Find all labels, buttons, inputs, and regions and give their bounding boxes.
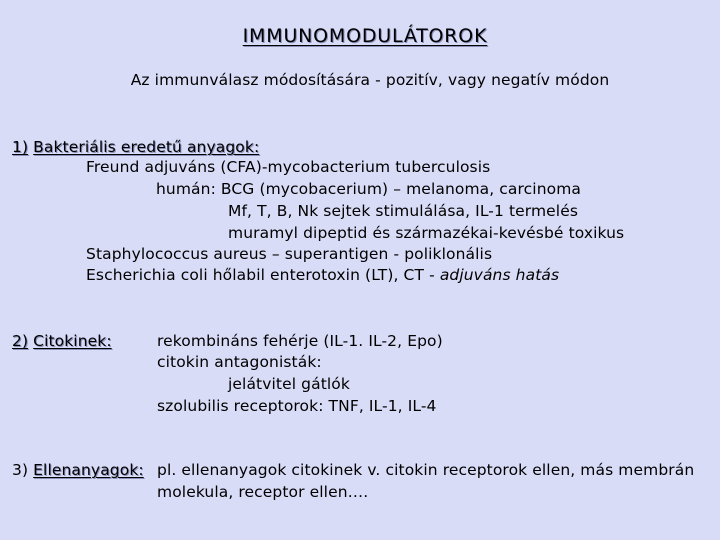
section-2-line-4: szolubilis receptorok: TNF, IL-1, IL-4: [157, 397, 437, 415]
slide-title: IMMUNOMODULÁTOROK: [242, 25, 488, 47]
section-3-title: Ellenanyagok:: [33, 461, 144, 479]
section-1-number: 1): [12, 138, 29, 156]
section-1-line-4: muramyl dipeptid és származékai-kevésbé toxikus: [228, 224, 625, 242]
section-3-number: 3): [12, 461, 29, 479]
section-2-title: Citokinek:: [33, 332, 112, 350]
section-2-heading: [12, 331, 112, 351]
section-1-line-2: humán: BCG (mycobacerium) – melanoma, carcinoma: [156, 180, 581, 198]
section-2-number: 2): [12, 332, 29, 350]
section-3-heading: [12, 460, 144, 480]
section-1-line-3: Mf, T, B, Nk sejtek stimulálása, IL-1 termelés: [228, 202, 579, 220]
section-1-title: Bakteriális eredetű anyagok:: [33, 138, 260, 156]
section-1-line-6-italic: adjuváns hatás: [439, 266, 560, 284]
section-2-line-3: jelátvitel gátlók: [228, 375, 350, 393]
section-3-line-1: pl. ellenanyagok citokinek v. citokin receptorok ellen, más membrán: [157, 461, 695, 479]
section-1-line-6: [86, 265, 559, 285]
section-1-line-1: Freund adjuváns (CFA)-mycobacterium tuberculosis: [86, 158, 491, 176]
slide-subtitle: Az immunválasz módosítására - pozitív, vagy negatív módon: [130, 71, 610, 89]
section-3-line-2: molekula, receptor ellen….: [157, 483, 369, 501]
section-1-heading: [12, 137, 259, 157]
section-1-line-6-text: Escherichia coli hőlabil enterotoxin (LT), CT -: [86, 266, 440, 284]
section-2-line-2: citokin antagonisták:: [157, 353, 322, 371]
section-1-line-5: Staphylococcus aureus – superantigen - poliklonális: [86, 245, 493, 263]
section-2-line-1: rekombináns fehérje (IL-1. IL-2, Epo): [157, 332, 443, 350]
